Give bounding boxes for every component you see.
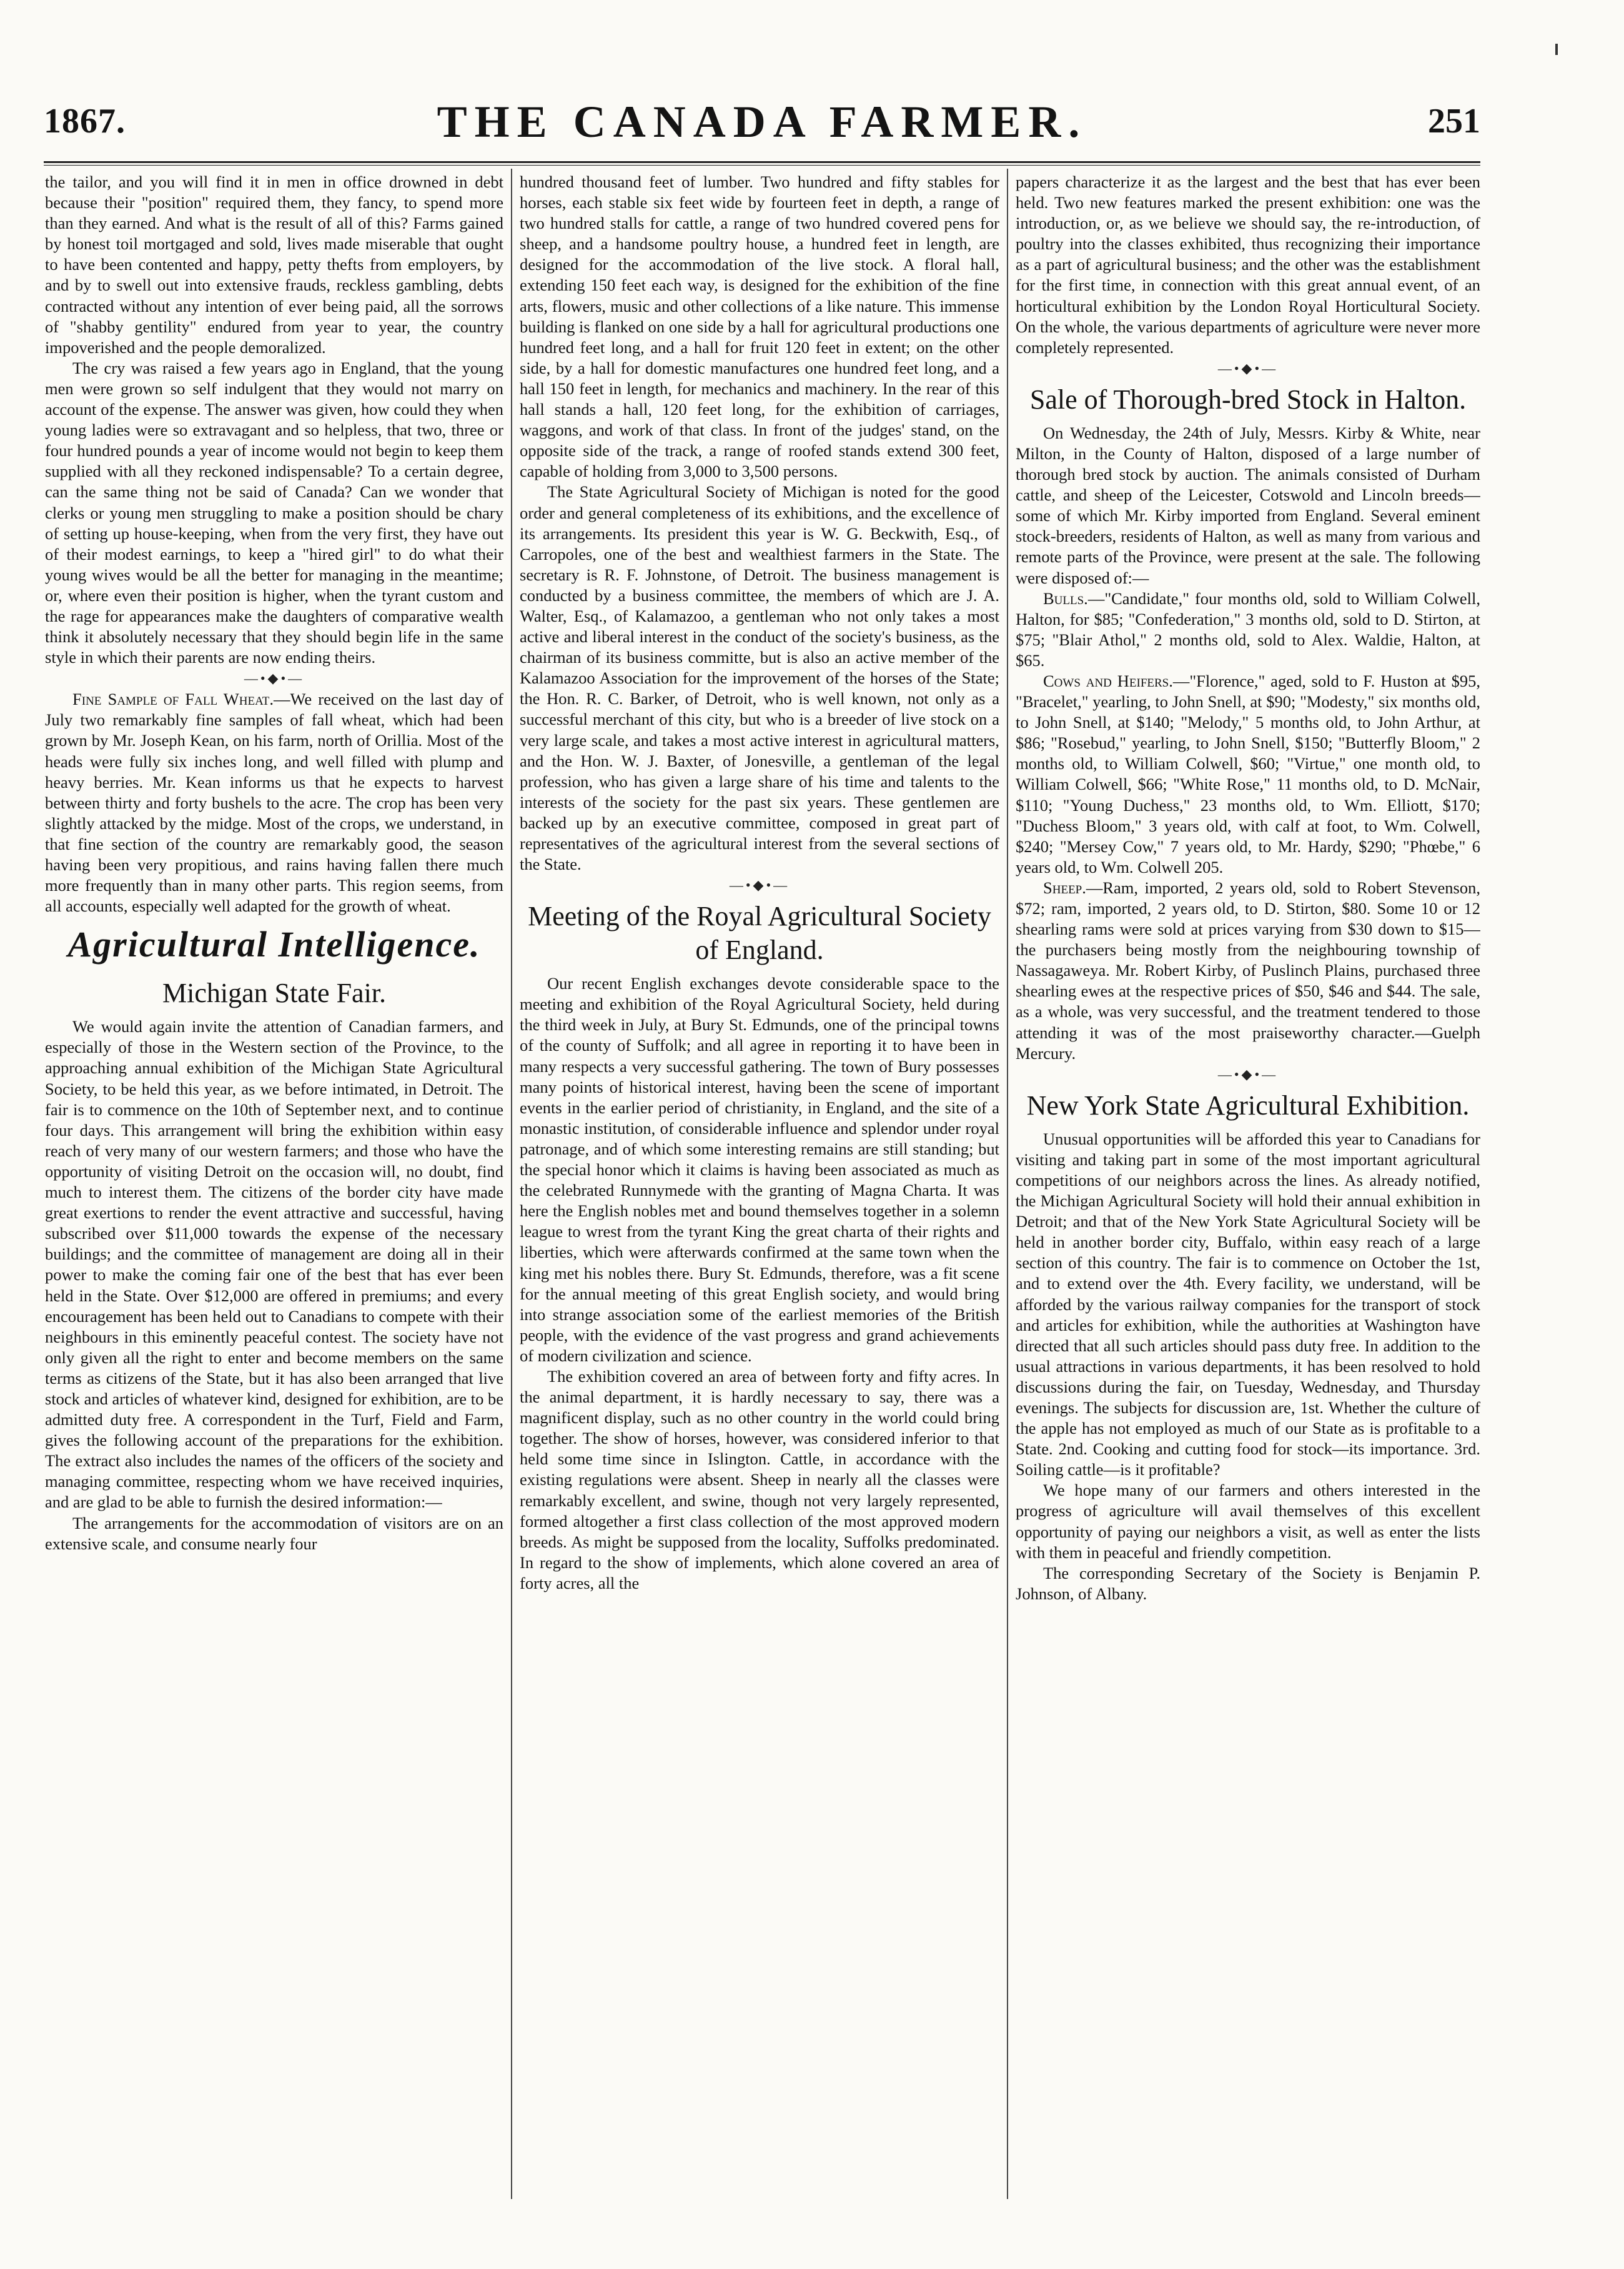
separator: —•◆•— (244, 670, 305, 687)
paragraph: On Wednesday, the 24th of July, Messrs. Kirby & White, near Milton, in the County of Halton, disposed of a large number of thorough bred stock by auction. The animals consisted of Durham cattle, and sheep of the Leicester, Cotswold and Lincoln breeds—some of which Mr. Kirby imported from England. Several eminent stock-breeders, residents of Halton, as well as many from various and remote parts of the Province, were present at the sale. The following were disposed of:— (1016, 423, 1480, 587)
paragraph (1016, 671, 1480, 878)
paragraph: Unusual opportunities will be afforded this year to Canadians for visiting and taking part in some of the most important agricultural competitions of our neighbors across the lines. As already notified, the Michigan Agricultural Society will hold their annual exhibition in Detroit; and that of the New York State Agricultural Society will be held in another border city, Buffalo, within easy reach of a large section of this country. The fair is to commence on October the 1st, and to extend over the 4th. Every facility, we understand, will be afforded by the various railway companies for the transport of stock and articles for exhibition, while the authorities at Washington have directed that all such articles should pass duty free. In addition to the usual attractions in various departments, it has been resolved to hold discussions during the fair, on Tuesday, Wednesday, and Thursday evenings. The subjects for discussion are, 1st. Whether the culture of the apple has not employed as much of our State as is profitable to a State. 2nd. Cooking and cutting food for stock—its importance. 3rd. Soiling cattle—is it profitable? (1016, 1129, 1480, 1479)
header-rule-thin (44, 165, 1480, 166)
paragraph-text: —"Florence," aged, sold to F. Huston at $95, "Bracelet," yearling, to John Snell, at $90; "Modesty," six months old, to John Snell, at $140; "Melody," 5 months old, to John Arthur, at $86; "Rosebud," yearling, to John Snell, $150; "Butterfly Bloom," 2 months old, to William Colwell, $60; "Virtue," one month old, to William Colwell, $66; "White Rose," 11 months old, to D. McNair, $110; "Young Duchess," 23 months old, to Wm. Elliott, $170; "Duchess Bloom," 3 years old, with calf at foot, to Wm. Colwell, $240; "Mersey Cow," 7 years old, to Mr. Hardy, $290; "Phœbe," 6 years old, to Wm. Colwell 205. (1016, 671, 1480, 876)
paragraph: The cry was raised a few years ago in England, that the young men were grown so self indulgent that they would not marry on account of the expense. The answer was given, how could they when young ladies were so extravagant and so helpless, that two, three or four hundred pounds a year of income would not begin to keep them supplied with all they reckoned indispensable? To a certain degree, can the same thing not be said of Canada? Can we wonder that clerks or young men struggling to make a position should be chary of setting up house-keeping, when from the very first, they have out of their modest earnings, to keep a "hired girl" to do what their young wives would be all the better for managing in the meantime; or, where even their position is higher, when the tyrant custom and the rage for appearances make the daughters of comparative wealth think it absolutely necessary that they should begin life in the same style in which their parents are now ending theirs. (45, 358, 503, 667)
paragraph: The corresponding Secretary of the Society is Benjamin P. Johnson, of Albany. (1016, 1563, 1480, 1603)
paragraph: papers characterize it as the largest and the best that has ever been held. Two new features marked the present exhibition: one was the introduction, or, as we believe we should say, the re-introduction, of poultry into the classes exhibited, thus recognizing their importance as a part of agricultural business; and the other was the establishment for the first time, in connection with this great annual event, of an horticultural exhibition by the London Royal Horticultural Society. On the whole, the various departments of agriculture were never more completely represented. (1016, 172, 1480, 357)
separator: —•◆•— (729, 877, 790, 893)
paragraph: the tailor, and you will find it in men in office drowned in debt because their "position" required them, they fancy, to spend more than they earned. And what is the result of all of this? Farms gained by honest toil mortgaged and sold, lives made miserable that ought to have been contented and happy, petty thefts from employers, by and by to swell out into extensive frauds, reckless gambling, debts contracted without any intention of ever being paid, all the sorrows of "shabby gentility" endured from year to year, the country impoverished and the people demoralized. (45, 172, 503, 357)
paragraph-text: —We received on the last day of July two remarkably fine samples of fall wheat, which had been grown by Mr. Joseph Kean, on his farm, north of Orillia. Most of the heads were fully six inches long, and well filled with plump and heavy berries. Mr. Kean informs us that he expects to harvest between thirty and forty bushels to the acre. The crop has been very slightly attacked by the midge. Most of the crops, we understand, in that fine section of the country are remarkably good, the season having been very propitious, and rains having fallen there much more frequently than in many other parts. This region seems, from all accounts, especially well adapted for the growth of wheat. (45, 690, 503, 916)
paragraph: The State Agricultural Society of Michigan is noted for the good order and general completeness of its exhibitions, and the excellence of its arrangements. Its president this year is W. G. Beckwith, Esq., of Carropoles, one of the best and wealthiest farmers in the State. The secretary is R. F. Johnstone, of Detroit. The business management is conducted by a business committee, the members of which are J. A. Walter, Esq., of Kalamazoo, a gentleman who not only takes a most active and liberal interest in the conduct of the society's business, as the chairman of its business committe, but is also an active member of the Kalamazoo Association for the improvement of the horses of the State; the Hon. R. C. Barker, of Detroit, who is well known, not only as a successful merchant of this city, but who is a breeder of live stock on a very large scale, and takes a most active interest in agricultural matters, and the Hon. W. J. Baxter, of Jonesville, a gentleman of the legal profession, who has given a large share of his time and talents to the interests of the society for the past six years. These gentlemen are backed up by an executive committee, composed in great part of representatives of the agricultural interest from the several sections of the State. (520, 482, 999, 874)
paragraph: We hope many of our farmers and others interested in the progress of agriculture will avail themselves of this excellent opportunity of paying our neighbors a visit, as well as enter the lists with them in peaceful and friendly competition. (1016, 1481, 1480, 1562)
paragraph-text: —Ram, imported, 2 years old, sold to Robert Stevenson, $72; ram, imported, 2 years old, to D. Stirton, $80. Some 10 or 12 shearling rams were sold at prices varying from $30 down to $15—the purchasers being mostly from the neighbouring township of Nassagaweya. Mr. Robert Kirby, of Puslinch Plains, purchased three shearling ewes at the respective prices of $50, $46 and $44. The sale, as a whole, was very successful, and the treatment tendered to those attending it was of the most praiseworthy character.—Guelph Mercury. (1016, 878, 1480, 1063)
page-number: 251 (1428, 102, 1480, 141)
issue-year: 1867. (44, 102, 126, 141)
run-in-heading: Cows and Heifers. (1043, 671, 1173, 690)
article-heading: Sale of Thorough-bred Stock in Halton. (1029, 384, 1467, 415)
column-2 (520, 172, 999, 2202)
paragraph: We would again invite the attention of Canadian farmers, and especially of those in the Western section of the Province, to the approaching annual exhibition of the Michigan State Agricultural Society, to be held this year, as we before intimated, in Detroit. The fair is to commence on the 10th of September next, and to continue four days. This arrangement will bring the exhibition within easy reach of very many of our western farmers; and those who have the opportunity of visiting Detroit on the occasion will, no doubt, find much to interest them. The citizens of the border city have made great exertions to render the event attractive and successful, having subscribed over $11,000 towards the expense of the necessary buildings; and the committee of management are doing all in their power to make the coming fair one of the best that has ever been held in the State. Over $12,000 are offered in premiums; and every encouragement has been held out to Canadians to compete with their neighbours in this eminently peaceful contest. The society have not only given all the right to enter and become members on the same terms as citizens of the State, but it has also been arranged that live stock and articles of whatever kind, designed for exhibition, are to be admitted duty free. A correspondent in the Turf, Field and Farm, gives the following account of the preparations for the exhibition. The extract also includes the names of the officers of the society and managing committee, respecting whom we have received inquiries, and are glad to be able to furnish the desired information:— (45, 1017, 503, 1512)
separator: —•◆•— (1217, 1066, 1279, 1082)
column-1 (45, 172, 503, 2202)
section-banner: Agricultural Intelligence. (67, 924, 481, 965)
column-divider-2 (1007, 169, 1008, 2199)
paragraph: hundred thousand feet of lumber. Two hundred and fifty stables for horses, each stable six feet wide by fourteen feet in depth, a range of two hundred stalls for cattle, a range of two hundred covered pens for sheep, and a handsome poultry house, a hundred feet in length, are designed for the accommodation of the live stock. A floral hall, extending 150 feet each way, is designed for the exhibition of the fine arts, flowers, music and other collections of a like nature. This immense building is flanked on one side by a hall for agricultural productions one hundred feet long, and a hall for fruit 120 feet in extent; on the other side, by a hall for domestic manufactures one hundred feet long, and a hall 150 feet in length, for mechanics and machinery. In the rear of this hall stands a hall, 120 feet long, for the exhibition of carriages, waggons, and work of that class. In front of the judges' stand, on the opposite side of the track, a range of roofed stands extend 300 feet, capable of holding from 3,000 to 3,500 persons. (520, 172, 999, 481)
separator: —•◆•— (1217, 360, 1279, 376)
paragraph (1016, 878, 1480, 1064)
masthead (44, 87, 1480, 147)
paragraph (45, 689, 503, 916)
paragraph: The arrangements for the accommodation of visitors are on an extensive scale, and consume nearly four (45, 1513, 503, 1553)
article-heading: Michigan State Fair. (162, 978, 387, 1009)
header-rule (44, 161, 1480, 163)
paragraph-text: —"Candidate," four months old, sold to William Colwell, Halton, for $85; "Confederation," 3 months old, sold to D. Stirton, at $75; "Blair Athol," 2 months old, sold to Alex. Waldie, Halton, at $65. (1016, 588, 1480, 670)
run-in-heading: Fine Sample of Fall Wheat. (72, 690, 274, 709)
column-3 (1016, 172, 1480, 2202)
article-heading: New York State Agricultural Exhibition. (1026, 1090, 1470, 1121)
article-heading: Meeting of the Royal Agricultural Society of England. (528, 901, 991, 966)
publication-title: THE CANADA FARMER. (437, 97, 1087, 147)
paragraph: Our recent English exchanges devote considerable space to the meeting and exhibition of the Royal Agricultural Society, held during the third week in July, at Bury St. Edmunds, one of the principal towns of the county of Suffolk; and all agree in reporting it to have been in many respects a very successful gathering. The town of Bury possesses many points of historical interest, having been the scene of important events in the earlier period of christianity, in England, and the site of a monastic institution, of considerable influence and splendor under royal patronage, and of which some interesting remains are still standing; but the special honor which it claims is having been associated as much as the celebrated Runnymede with the granting of Magna Charta. It was here the English nobles met and bound themselves together in a solemn league to wrest from the tyrant King the great charta of their rights and liberties, which were afterwards confirmed at the same town when the king met his nobles there. Bury St. Edmunds, therefore, was a fit scene for the annual meeting of this great English society, and would bring into strange association some of the earliest memories of the British people, with the evidence of the vast progress and grand achievements of modern civilization and science. (520, 974, 999, 1365)
run-in-heading: Sheep. (1043, 878, 1086, 897)
margin-mark (1555, 44, 1558, 55)
paragraph (1016, 588, 1480, 671)
column-divider-1 (511, 169, 512, 2199)
paragraph: The exhibition covered an area of between forty and fifty acres. In the animal department, it is hardly necessary to say, there was a magnificent display, such as no other country in the world could bring together. The show of horses, however, was considered inferior to that held some time since in Islington. Cattle, in accordance with the existing regulations were absent. Sheep in nearly all the classes were remarkably excellent, and swine, though not very largely represented, formed altogether a first class collection of the most approved modern breeds. As might be supposed from the locality, Suffolks predominated. In regard to the show of implements, which alone covered an area of forty acres, all the (520, 1366, 999, 1592)
run-in-heading: Bulls. (1043, 588, 1088, 608)
